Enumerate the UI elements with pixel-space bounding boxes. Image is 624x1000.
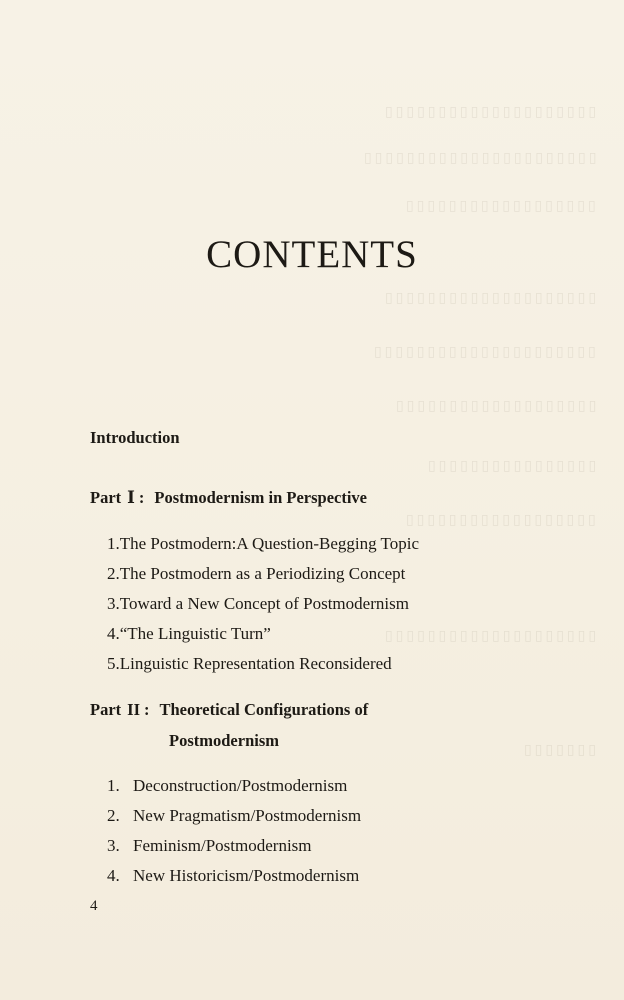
toc-entry — [107, 564, 405, 584]
part-1-separator: : — [138, 488, 145, 507]
bleed-through-texture: ▯▯▯▯▯▯▯▯▯▯▯▯▯▯▯▯▯▯▯▯ — [381, 290, 596, 306]
part-2-title: Theoretical Configurations of — [159, 700, 369, 719]
toc-entry-number: 3. — [107, 836, 120, 855]
part-2-label: Part — [90, 700, 122, 719]
page-title: CONTENTS — [206, 233, 418, 276]
part-2-numeral: II — [127, 700, 140, 719]
toc-entry — [107, 806, 361, 826]
toc-entry — [107, 534, 419, 554]
toc-entry-text: Linguistic Representation Reconsidered — [119, 654, 392, 673]
bleed-through-texture: ▯▯▯▯▯▯▯▯▯▯▯▯▯▯▯▯▯▯▯▯▯▯ — [360, 150, 596, 166]
toc-entry-text: The Postmodern as a Periodizing Concept — [119, 564, 406, 583]
bleed-through-texture: ▯▯▯▯▯▯▯▯▯▯▯▯▯▯▯▯▯▯ — [403, 512, 596, 528]
toc-entry-text: Toward a New Concept of Postmodernism — [119, 594, 409, 613]
toc-entry-text: Feminism/Postmodernism — [133, 836, 312, 855]
bleed-through-texture: ▯▯▯▯▯▯▯▯▯▯▯▯▯▯▯▯ — [424, 458, 596, 474]
toc-entry — [107, 776, 347, 796]
toc-entry-text: Deconstruction/Postmodernism — [133, 776, 348, 795]
part-1-numeral: Ⅰ — [127, 488, 135, 507]
introduction-heading: Introduction — [90, 428, 180, 447]
bleed-through-texture: ▯▯▯▯▯▯▯ — [521, 742, 596, 758]
toc-entry-number: 2. — [107, 564, 120, 583]
bleed-through-texture: ▯▯▯▯▯▯▯▯▯▯▯▯▯▯▯▯▯▯▯▯ — [381, 628, 596, 644]
toc-entry-number: 4. — [107, 866, 120, 885]
part-2-title-continued: Postmodernism — [169, 731, 279, 750]
toc-entry — [107, 866, 359, 886]
part-1-label: Part — [90, 488, 122, 507]
part-1-heading — [90, 488, 367, 508]
bleed-through-texture: ▯▯▯▯▯▯▯▯▯▯▯▯▯▯▯▯▯▯▯▯ — [381, 104, 596, 120]
toc-entry-text: “The Linguistic Turn” — [119, 624, 271, 643]
bleed-through-texture: ▯▯▯▯▯▯▯▯▯▯▯▯▯▯▯▯▯▯ — [403, 198, 596, 214]
toc-entry-number: 5. — [107, 654, 120, 673]
toc-entry — [107, 594, 409, 614]
page-number: 4 — [90, 898, 98, 914]
bleed-through-texture: ▯▯▯▯▯▯▯▯▯▯▯▯▯▯▯▯▯▯▯▯▯ — [371, 344, 596, 360]
toc-entry-number: 4. — [107, 624, 120, 643]
toc-entry-number: 1. — [107, 776, 120, 795]
toc-entry-text: The Postmodern:A Question-Begging Topic — [119, 534, 420, 553]
toc-entry-text: New Historicism/Postmodernism — [133, 866, 360, 885]
part-2-separator: : — [144, 700, 150, 719]
bleed-through-texture: ▯▯▯▯▯▯▯▯▯▯▯▯▯▯▯▯▯▯▯ — [392, 398, 596, 414]
toc-entry-number: 3. — [107, 594, 120, 613]
toc-entry — [107, 624, 271, 644]
part-2-heading — [90, 700, 368, 720]
toc-entry-text: New Pragmatism/Postmodernism — [133, 806, 362, 825]
part-1-title: Postmodernism in Perspective — [154, 488, 367, 507]
toc-entry — [107, 654, 392, 674]
toc-entry-number: 1. — [107, 534, 120, 553]
toc-entry — [107, 836, 312, 856]
toc-entry-number: 2. — [107, 806, 120, 825]
